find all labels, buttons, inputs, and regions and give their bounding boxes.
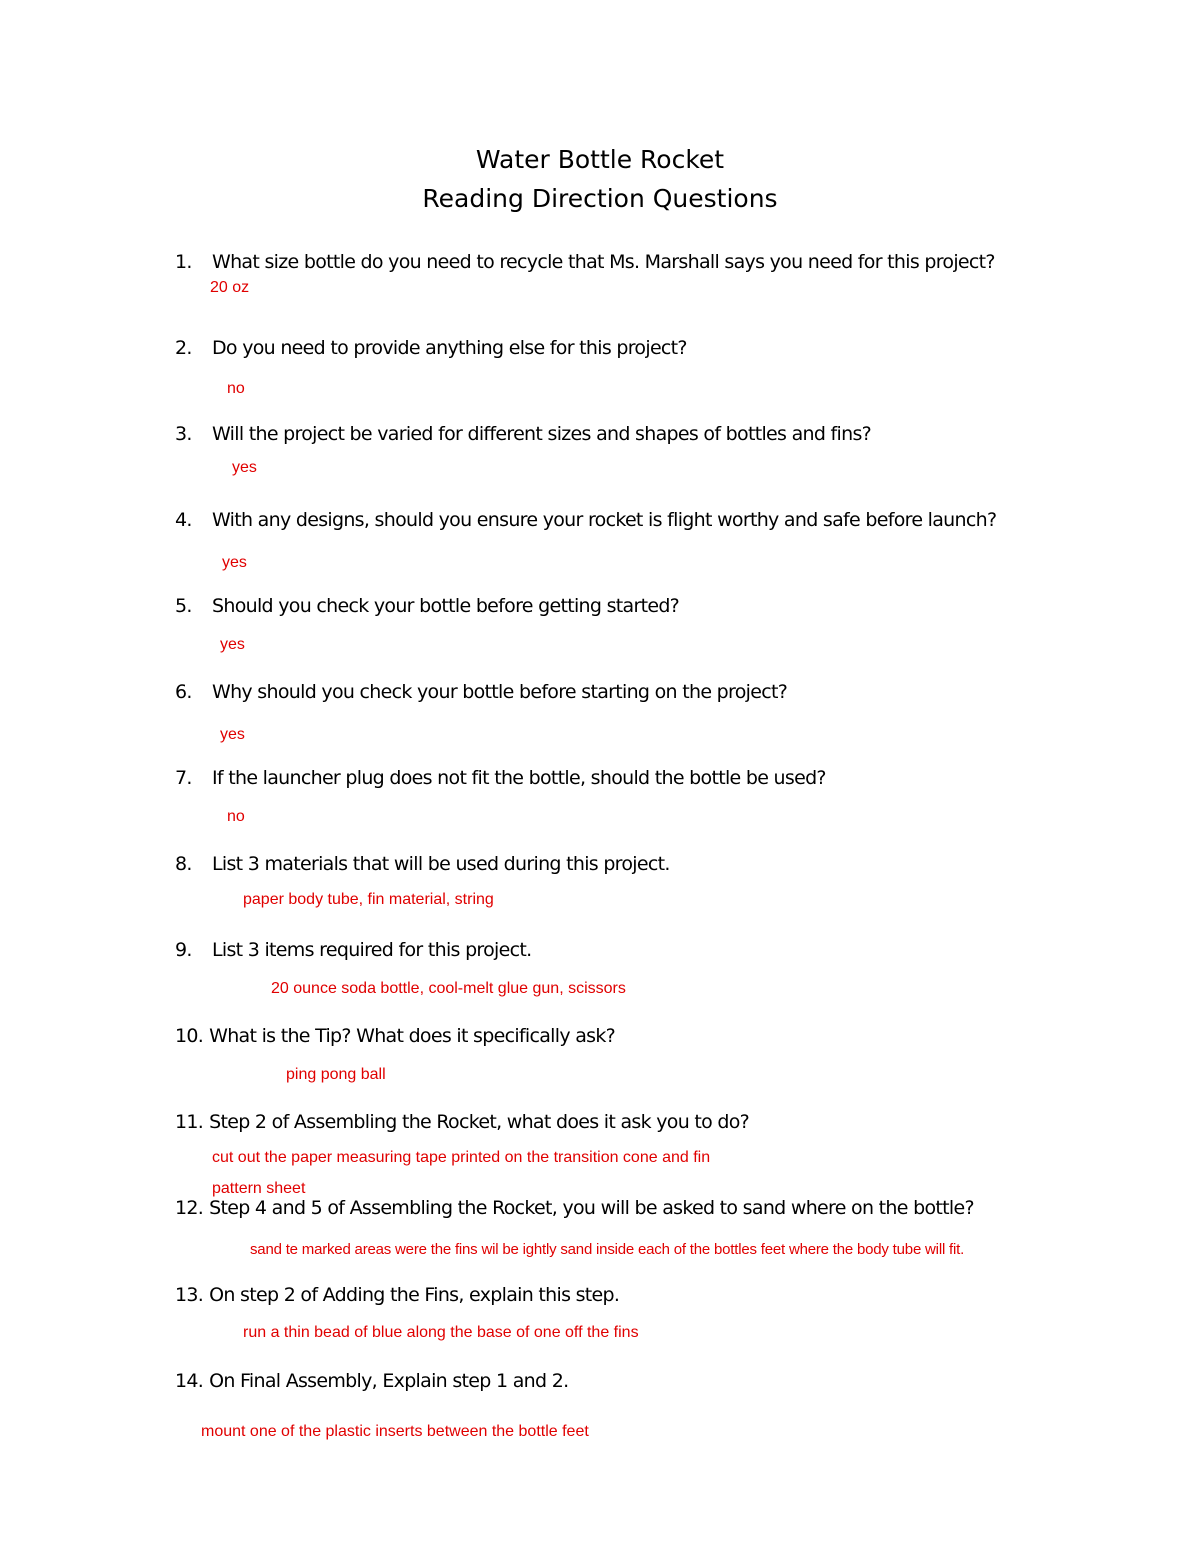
answer-4: yes [222, 554, 247, 571]
question-number: 14. [175, 1370, 204, 1392]
question-8 [175, 852, 670, 876]
question-text: With any designs, should you ensure your rocket is flight worthy and safe before launch? [212, 509, 997, 531]
question-text: List 3 items required for this project. [212, 939, 532, 961]
question-7 [175, 766, 826, 790]
question-number: 10. [175, 1025, 204, 1047]
answer-3: yes [232, 459, 257, 476]
answer-6: yes [220, 726, 245, 743]
question-4 [175, 508, 996, 532]
question-text: Should you check your bottle before getting started? [212, 595, 680, 617]
answer-10: ping pong ball [286, 1066, 386, 1083]
answer-8: paper body tube, fin material, string [243, 891, 494, 908]
answer-5: yes [220, 636, 245, 653]
question-text: Do you need to provide anything else for this project? [212, 337, 687, 359]
question-3 [175, 422, 871, 446]
question-text: List 3 materials that will be used during this project. [212, 853, 670, 875]
question-text: What size bottle do you need to recycle that Ms. Marshall says you need for this project? [212, 251, 995, 273]
question-number: 9. [175, 939, 192, 961]
question-text: Step 4 and 5 of Assembling the Rocket, you will be asked to sand where on the bottle? [209, 1197, 974, 1219]
question-14 [175, 1369, 568, 1393]
answer-2: no [227, 380, 245, 397]
question-number: 6. [175, 681, 192, 703]
answer-13: run a thin bead of blue along the base of one off the fins [243, 1324, 639, 1341]
answer-14: mount one of the plastic inserts between the bottle feet [201, 1423, 589, 1440]
question-text: On Final Assembly, Explain step 1 and 2. [209, 1370, 569, 1392]
question-text: What is the Tip? What does it specifically ask? [209, 1025, 616, 1047]
question-number: 1. [175, 251, 192, 273]
question-number: 3. [175, 423, 192, 445]
answer-9: 20 ounce soda bottle, cool-melt glue gun, scissors [271, 980, 626, 997]
question-number: 8. [175, 853, 192, 875]
question-number: 13. [175, 1284, 204, 1306]
question-number: 12. [175, 1197, 204, 1219]
answer-12: sand te marked areas were the fins wil be ightly sand inside each of the bottles feet where the body tube will fit. [250, 1241, 965, 1258]
question-number: 7. [175, 767, 192, 789]
question-number: 4. [175, 509, 192, 531]
answer-7: no [227, 808, 245, 825]
question-10 [175, 1024, 615, 1048]
question-text: On step 2 of Adding the Fins, explain this step. [209, 1284, 620, 1306]
question-text: Why should you check your bottle before starting on the project? [212, 681, 788, 703]
question-9 [175, 938, 531, 962]
answer-1: 20 oz [210, 279, 250, 296]
question-text: Step 2 of Assembling the Rocket, what does it ask you to do? [209, 1111, 750, 1133]
question-text: If the launcher plug does not fit the bottle, should the bottle be used? [212, 767, 826, 789]
question-number: 11. [175, 1111, 204, 1133]
answer-11-continued: pattern sheet [212, 1180, 306, 1197]
question-6 [175, 680, 787, 704]
question-1 [175, 250, 995, 274]
question-13 [175, 1283, 619, 1307]
question-2 [175, 336, 687, 360]
answer-11: cut out the paper measuring tape printed on the transition cone and fin [212, 1149, 711, 1166]
question-11 [175, 1110, 749, 1134]
question-5 [175, 594, 679, 618]
question-number: 5. [175, 595, 192, 617]
question-number: 2. [175, 337, 192, 359]
question-12 [175, 1196, 974, 1220]
document-title: Water Bottle Rocket [475, 145, 725, 174]
question-text: Will the project be varied for different sizes and shapes of bottles and fins? [212, 423, 872, 445]
document-subtitle: Reading Direction Questions [422, 184, 778, 213]
